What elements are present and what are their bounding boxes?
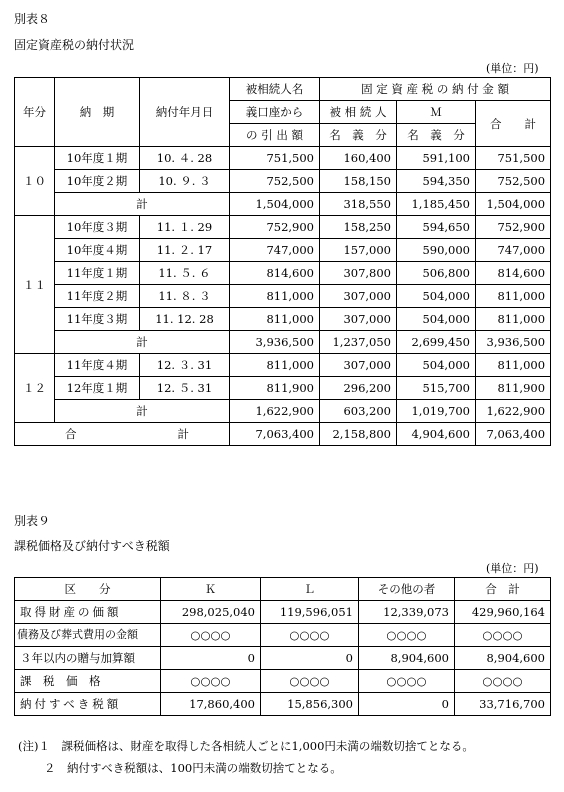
- m-cell: 4,904,600: [397, 423, 476, 446]
- header-decedent-2: 名 義 分: [320, 124, 397, 147]
- decedent-cell: 160,400: [320, 147, 397, 170]
- total-cell: 811,000: [476, 285, 551, 308]
- decedent-cell: 1,237,050: [320, 331, 397, 354]
- table-row: [15, 354, 551, 377]
- header-decedent-1: 被 相 続 人: [320, 101, 397, 124]
- row-name: 課 税 価 格: [15, 670, 161, 693]
- total-cell: 752,500: [476, 170, 551, 193]
- m-cell: 504,000: [397, 354, 476, 377]
- period-cell: 12年度１期: [55, 377, 140, 400]
- k-cell: 298,025,040: [161, 601, 261, 624]
- period-cell: 10年度１期: [55, 147, 140, 170]
- table-row: [15, 647, 551, 670]
- table9-label: 別表９: [14, 514, 51, 528]
- note-1: (注)１ 課税価格は、財産を取得した各相続人ごとに1,000円未満の端数切捨てとなる。: [18, 739, 474, 753]
- decedent-cell: 2,158,800: [320, 423, 397, 446]
- m-cell: 1,019,700: [397, 400, 476, 423]
- table-row: [15, 377, 551, 400]
- decedent-cell: 318,550: [320, 193, 397, 216]
- other-cell: 0: [359, 693, 455, 716]
- withdraw-cell: 751,500: [230, 147, 320, 170]
- withdraw-cell: 811,000: [230, 354, 320, 377]
- total-cell: 7,063,400: [476, 423, 551, 446]
- total-cell: 3,936,500: [476, 331, 551, 354]
- table-row: [15, 308, 551, 331]
- period-cell: 10年度３期: [55, 216, 140, 239]
- date-cell: 11. ２. 17: [140, 239, 230, 262]
- m-cell: 590,000: [397, 239, 476, 262]
- total-cell: ○○○○: [455, 670, 551, 693]
- m-cell: 594,650: [397, 216, 476, 239]
- total-cell: 811,000: [476, 308, 551, 331]
- date-cell: 11. １. 29: [140, 216, 230, 239]
- table-row: [15, 147, 551, 170]
- date-cell: 11. ５. ６: [140, 262, 230, 285]
- date-cell: 12. ５. 31: [140, 377, 230, 400]
- row-name: 取得財産の価額: [15, 601, 161, 624]
- grand-label-a: 合: [65, 427, 77, 441]
- period-cell: 11年度２期: [55, 285, 140, 308]
- decedent-cell: 158,150: [320, 170, 397, 193]
- date-cell: 10. ４. 28: [140, 147, 230, 170]
- table-row: [15, 285, 551, 308]
- header-m-1: Ｍ: [397, 101, 476, 124]
- withdraw-cell: 752,500: [230, 170, 320, 193]
- m-cell: 504,000: [397, 308, 476, 331]
- table8-unit: (単位：円): [486, 62, 539, 75]
- other-cell: 12,339,073: [359, 601, 455, 624]
- subtotal-label: 計: [55, 193, 230, 216]
- decedent-cell: 307,000: [320, 285, 397, 308]
- period-cell: 10年度４期: [55, 239, 140, 262]
- date-cell: 12. ３. 31: [140, 354, 230, 377]
- k-cell: ○○○○: [161, 624, 261, 647]
- period-cell: 11年度３期: [55, 308, 140, 331]
- table8-title: 固定資産税の納付状況: [14, 38, 135, 52]
- date-cell: 10. ９. ３: [140, 170, 230, 193]
- row-name: ３年以内の贈与加算額: [15, 647, 161, 670]
- l-cell: 0: [261, 647, 359, 670]
- year-cell: １０: [15, 147, 55, 216]
- table-row: [15, 262, 551, 285]
- tax-table: [14, 577, 551, 716]
- header-total: 合 計: [455, 578, 551, 601]
- decedent-cell: 296,200: [320, 377, 397, 400]
- subtotal-row: [15, 193, 551, 216]
- period-cell: 11年度４期: [55, 354, 140, 377]
- total-cell: 752,900: [476, 216, 551, 239]
- total-cell: 747,000: [476, 239, 551, 262]
- withdraw-cell: 811,000: [230, 308, 320, 331]
- withdraw-cell: 1,622,900: [230, 400, 320, 423]
- table9-unit: (単位：円): [486, 562, 539, 575]
- row-name: 納付すべき税額: [15, 693, 161, 716]
- period-cell: 10年度２期: [55, 170, 140, 193]
- grand-total-label: [15, 423, 230, 446]
- other-cell: ○○○○: [359, 670, 455, 693]
- k-cell: ○○○○: [161, 670, 261, 693]
- other-cell: ○○○○: [359, 624, 455, 647]
- withdraw-cell: 1,504,000: [230, 193, 320, 216]
- m-cell: 515,700: [397, 377, 476, 400]
- table-header-row: [15, 578, 551, 601]
- header-withdraw-1: 被相続人名: [230, 78, 320, 101]
- table-row: [15, 170, 551, 193]
- subtotal-row: [15, 331, 551, 354]
- decedent-cell: 307,000: [320, 354, 397, 377]
- total-cell: 429,960,164: [455, 601, 551, 624]
- k-cell: 0: [161, 647, 261, 670]
- grand-total-row: [15, 423, 551, 446]
- total-cell: 1,622,900: [476, 400, 551, 423]
- withdraw-cell: 752,900: [230, 216, 320, 239]
- decedent-cell: 307,800: [320, 262, 397, 285]
- total-cell: 8,904,600: [455, 647, 551, 670]
- header-m-2: 名 義 分: [397, 124, 476, 147]
- date-cell: 11. ８. ３: [140, 285, 230, 308]
- subtotal-label: 計: [55, 331, 230, 354]
- l-cell: 15,856,300: [261, 693, 359, 716]
- m-cell: 591,100: [397, 147, 476, 170]
- note-2: ２ 納付すべき税額は、100円未満の端数切捨てとなる。: [44, 761, 342, 775]
- decedent-cell: 158,250: [320, 216, 397, 239]
- header-total: 合 計: [476, 101, 551, 147]
- payment-status-table: [14, 77, 551, 446]
- row-name: 債務及び葬式費用の金額: [15, 624, 161, 647]
- header-l: Ｌ: [261, 578, 359, 601]
- m-cell: 2,699,450: [397, 331, 476, 354]
- decedent-cell: 307,000: [320, 308, 397, 331]
- decedent-cell: 603,200: [320, 400, 397, 423]
- header-category: 区 分: [15, 578, 161, 601]
- period-cell: 11年度１期: [55, 262, 140, 285]
- table-row: [15, 670, 551, 693]
- table-row: [15, 239, 551, 262]
- header-withdraw-2: 義口座から: [230, 101, 320, 124]
- table-row: [15, 601, 551, 624]
- l-cell: ○○○○: [261, 624, 359, 647]
- l-cell: 119,596,051: [261, 601, 359, 624]
- table-row: [15, 693, 551, 716]
- header-year: 年分: [15, 78, 55, 147]
- subtotal-label: 計: [55, 400, 230, 423]
- total-cell: ○○○○: [455, 624, 551, 647]
- table-row: [15, 624, 551, 647]
- header-k: Ｋ: [161, 578, 261, 601]
- date-cell: 11. 12. 28: [140, 308, 230, 331]
- year-cell: １１: [15, 216, 55, 354]
- m-cell: 504,000: [397, 285, 476, 308]
- header-paid-amount: 固 定 資 産 税 の 納 付 金 額: [320, 78, 551, 101]
- m-cell: 594,350: [397, 170, 476, 193]
- withdraw-cell: 811,000: [230, 285, 320, 308]
- decedent-cell: 157,000: [320, 239, 397, 262]
- m-cell: 506,800: [397, 262, 476, 285]
- total-cell: 811,900: [476, 377, 551, 400]
- withdraw-cell: 747,000: [230, 239, 320, 262]
- header-withdraw-3: の 引 出 額: [230, 124, 320, 147]
- table9-title: 課税価格及び納付すべき税額: [14, 539, 170, 553]
- subtotal-row: [15, 400, 551, 423]
- table8-label: 別表８: [14, 12, 51, 26]
- withdraw-cell: 814,600: [230, 262, 320, 285]
- withdraw-cell: 7,063,400: [230, 423, 320, 446]
- m-cell: 1,185,450: [397, 193, 476, 216]
- total-cell: 33,716,700: [455, 693, 551, 716]
- total-cell: 751,500: [476, 147, 551, 170]
- other-cell: 8,904,600: [359, 647, 455, 670]
- withdraw-cell: 3,936,500: [230, 331, 320, 354]
- header-period: 納 期: [55, 78, 140, 147]
- l-cell: ○○○○: [261, 670, 359, 693]
- k-cell: 17,860,400: [161, 693, 261, 716]
- total-cell: 811,000: [476, 354, 551, 377]
- total-cell: 1,504,000: [476, 193, 551, 216]
- header-date: 納付年月日: [140, 78, 230, 147]
- table-row: [15, 216, 551, 239]
- grand-label-b: 計: [177, 427, 189, 441]
- header-other: その他の者: [359, 578, 455, 601]
- withdraw-cell: 811,900: [230, 377, 320, 400]
- year-cell: １２: [15, 354, 55, 423]
- total-cell: 814,600: [476, 262, 551, 285]
